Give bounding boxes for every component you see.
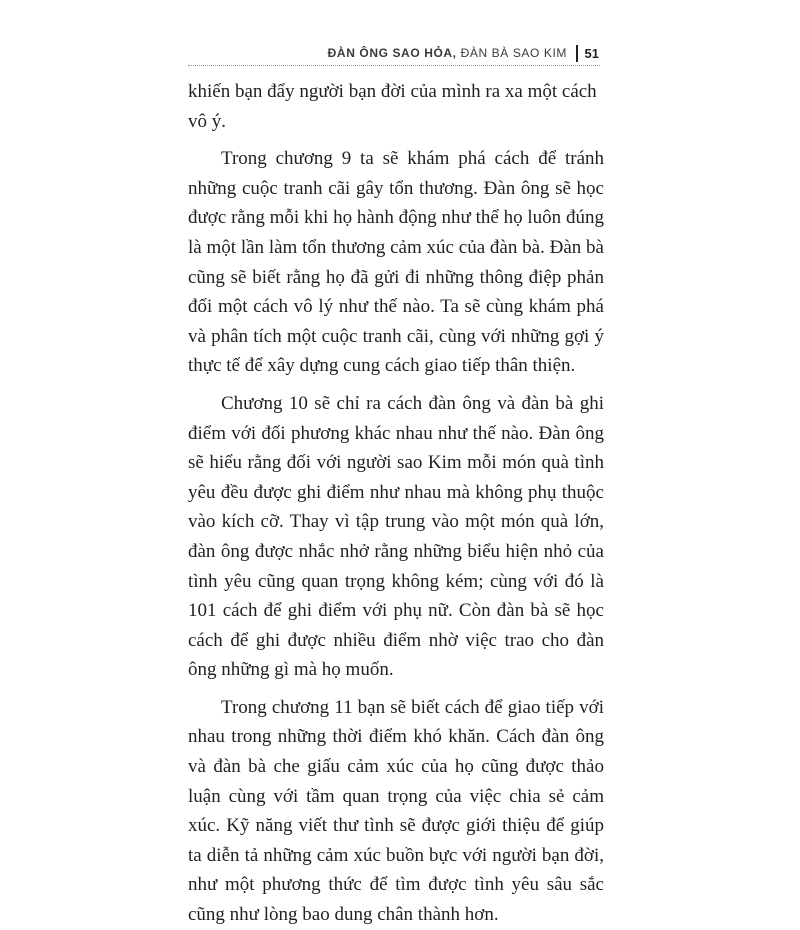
header-separator <box>576 45 578 62</box>
paragraph-chapter-11: Trong chương 11 bạn sẽ biết cách để giao tiếp với nhau trong những thời điểm khó khăn. Cách đàn ông và đàn bà che giấu cảm xúc của họ cũng được thảo luận cùng với tầm quan trọng của việc chia sẻ cảm xúc. Kỹ năng viết thư tình sẽ được giới thiệu để giúp ta diễn tả những cảm xúc buồn bực với người bạn đời, như một phương thức để tìm được tình yêu sâu sắc cũng như lòng bao dung chân thành hơn. <box>188 696 604 926</box>
paragraph-chapter-10: Chương 10 sẽ chỉ ra cách đàn ông và đàn bà ghi điểm với đối phương khác nhau như thế nào. Đàn ông sẽ hiểu rằng đối với người sao Kim mỗi món quà tình yêu đều được ghi điểm như nhau mà không phụ thuộc vào kích cỡ. Thay vì tập trung vào một món quà lớn, đàn ông được nhắc nhở rằng những biểu hiện nhỏ của tình yêu cũng quan trọng không kém; cùng với đó là 101 cách để ghi điểm với phụ nữ. Còn đàn bà sẽ học cách để ghi được nhiều điểm nhờ việc trao cho đàn ông những gì mà họ muốn. <box>188 392 604 681</box>
header-dotted-rule <box>188 65 600 66</box>
paragraph-continuation: khiến bạn đẩy người bạn đời của mình ra xa một cách vô ý. <box>188 81 597 132</box>
running-header <box>328 43 599 63</box>
body-text <box>188 77 604 930</box>
page-number: 51 <box>584 45 599 61</box>
book-title-regular: ĐÀN BÀ SAO KIM <box>460 46 568 60</box>
book-title-bold: ĐÀN ÔNG SAO HỎA, <box>327 46 457 60</box>
paragraph-chapter-9: Trong chương 9 ta sẽ khám phá cách để tránh những cuộc tranh cãi gây tổn thương. Đàn ông sẽ học được rằng mỗi khi họ hành động như thể họ luôn đúng là một lần làm tổn thương cảm xúc của đàn bà. Đàn bà cũng sẽ biết rằng họ đã gửi đi những thông điệp phản đối một cách vô lý như thế nào. Ta sẽ cùng khám phá và phân tích một cuộc tranh cãi, cùng với những gợi ý thực tế để xây dựng cung cách giao tiếp thân thiện. <box>188 148 604 377</box>
